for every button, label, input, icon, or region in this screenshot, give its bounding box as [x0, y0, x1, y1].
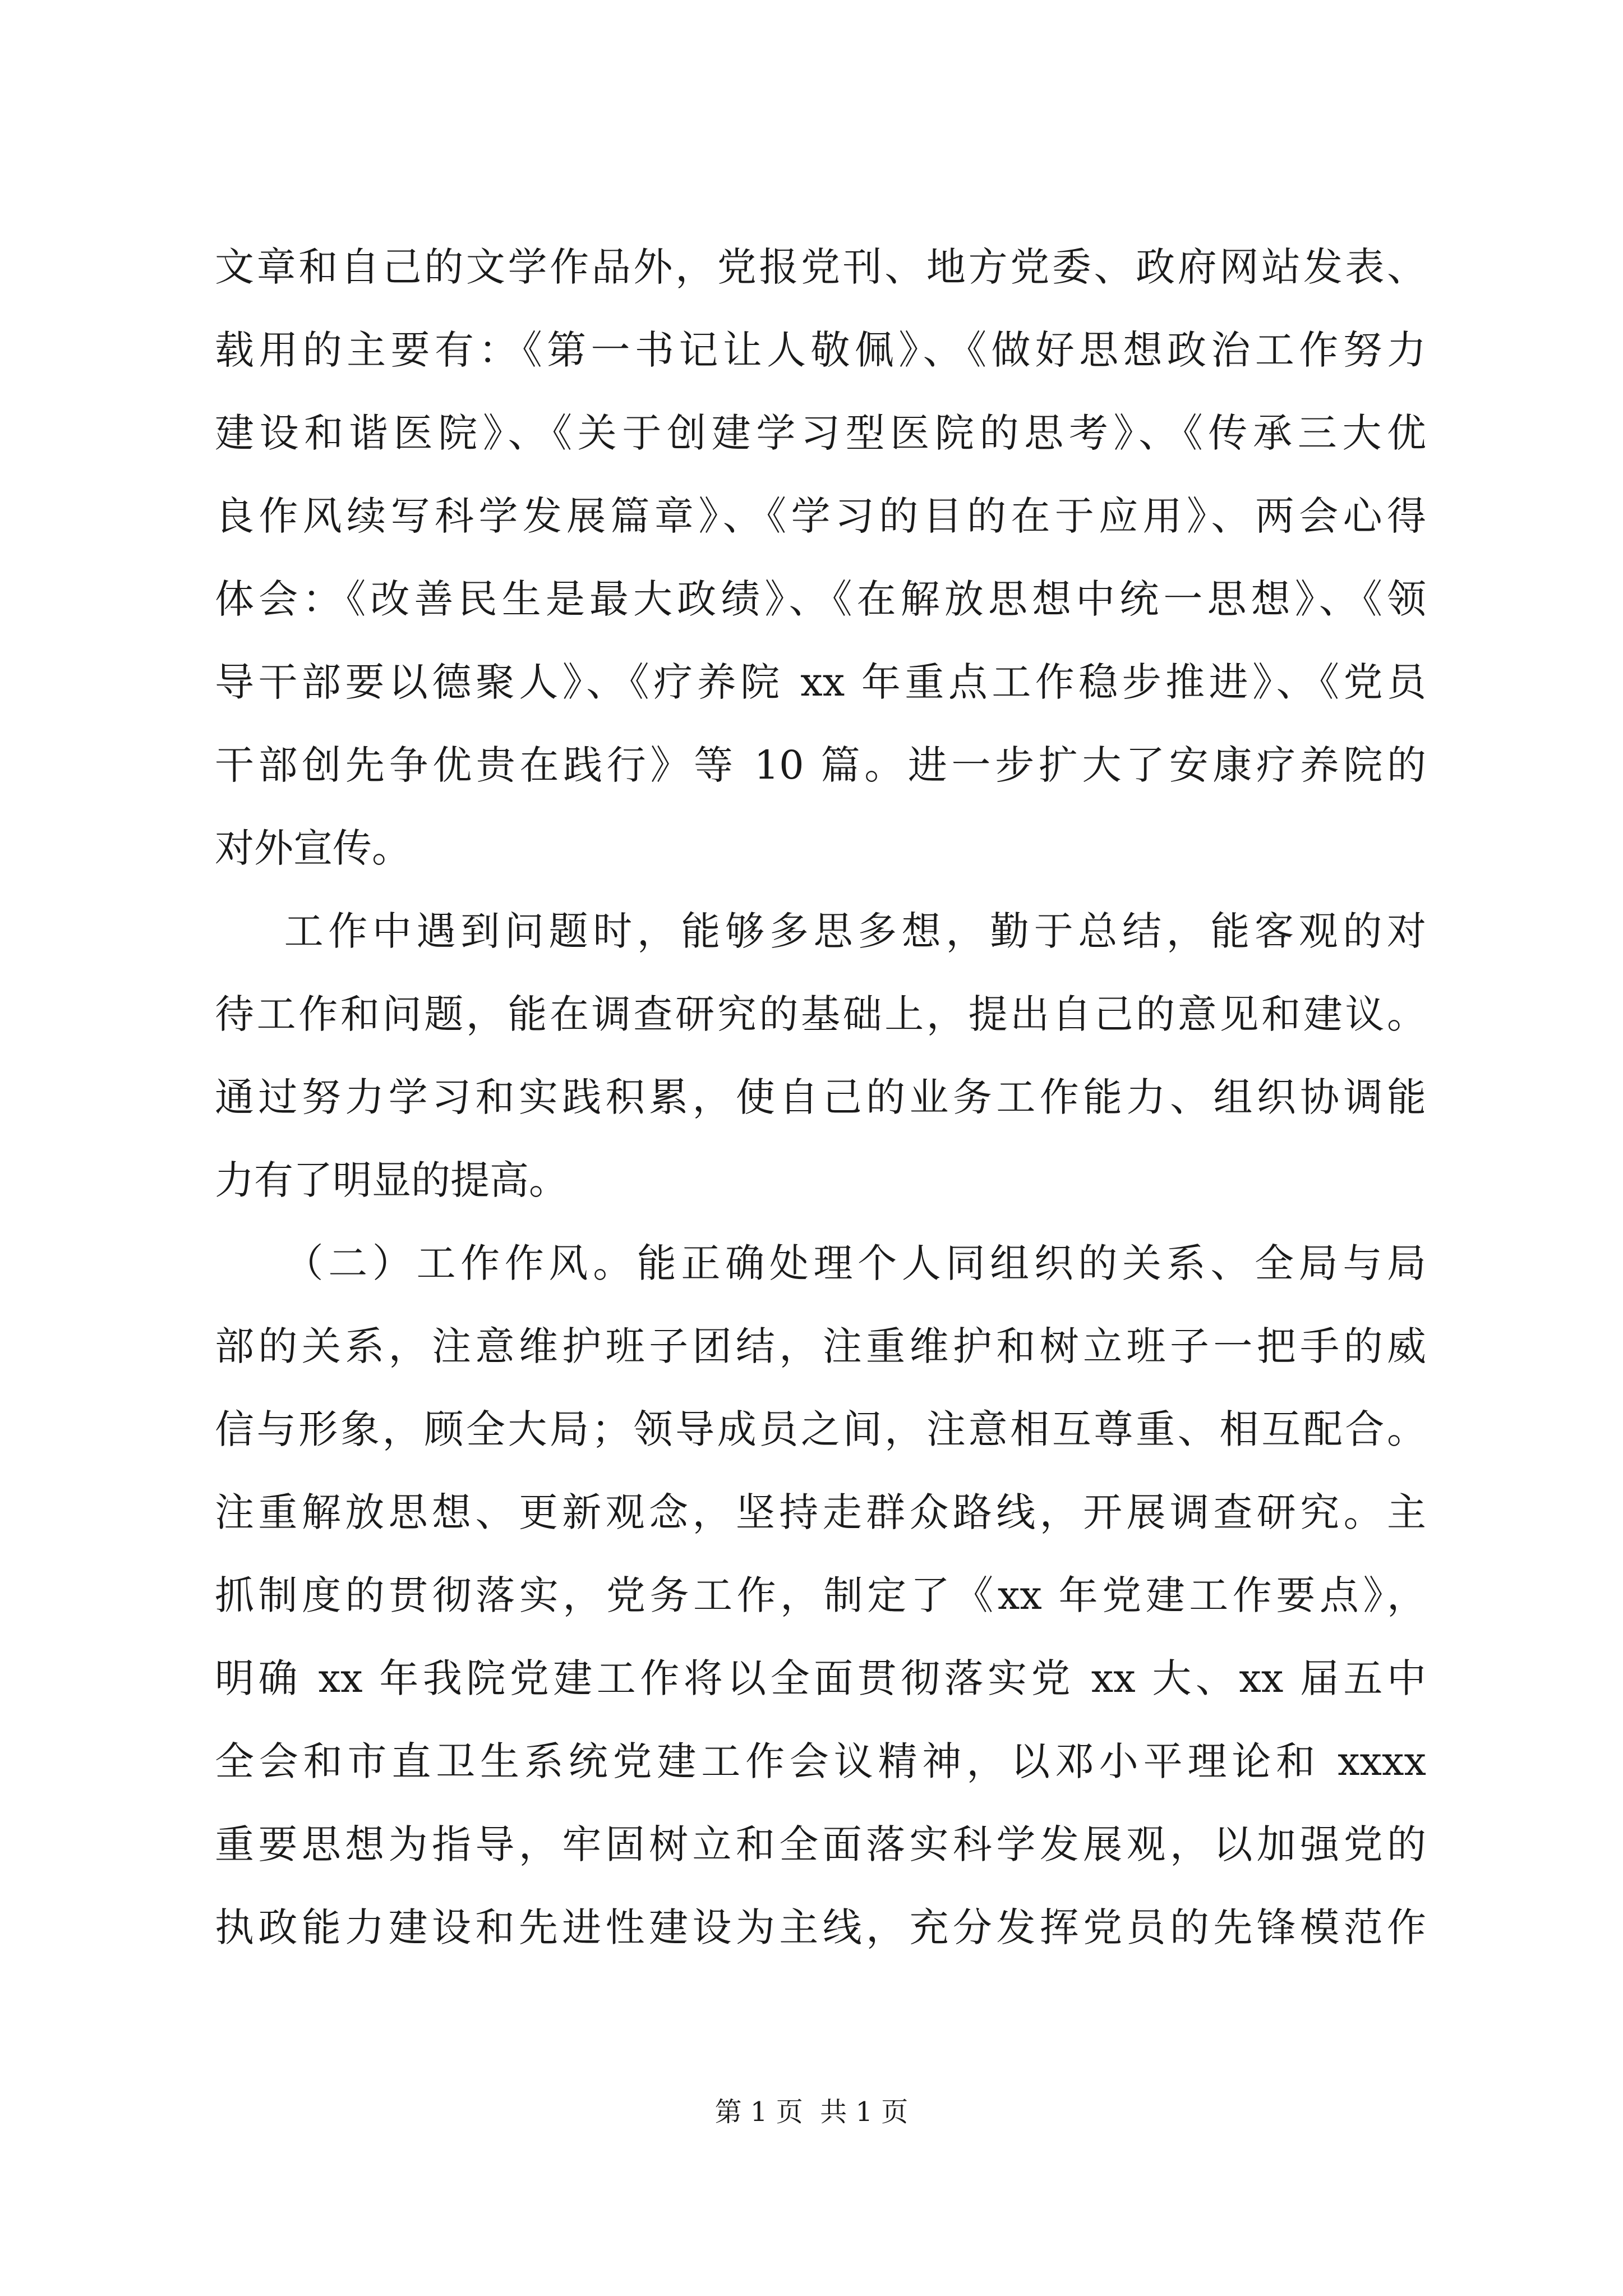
text-line: 工作中遇到问题时，能够多思多想，勤于总结，能客观的对: [215, 908, 1426, 954]
text-line: 部的关系，注意维护班子团结，注重维护和树立班子一把手的威: [215, 1323, 1426, 1369]
text-line: 重要思想为指导，牢固树立和全面落实科学发展观，以加强党的: [215, 1821, 1426, 1867]
text-line: 抓制度的贯彻落实，党务工作，制定了《xx 年党建工作要点》，: [215, 1572, 1426, 1618]
document-body: [215, 226, 1426, 1969]
text-line: 载用的主要有：《第一书记让人敬佩》、《做好思想政治工作努力: [215, 327, 1426, 373]
text-line: 对外宣传。: [215, 825, 411, 871]
paragraph-publications: [215, 226, 1426, 890]
text-line: 信与形象，顾全大局；领导成员之间，注意相互尊重、相互配合。: [215, 1406, 1426, 1452]
text-line: 导干部要以德聚人》、《疗养院 xx 年重点工作稳步推进》、《党员: [215, 659, 1426, 705]
page-footer: [0, 2095, 1623, 2129]
text-line: 待工作和问题，能在调查研究的基础上，提出自己的意见和建议。: [215, 991, 1426, 1037]
text-line: （二）工作作风。能正确处理个人同组织的关系、全局与局: [215, 1240, 1426, 1286]
text-line: 良作风续写科学发展篇章》、《学习的目的在于应用》、两会心得: [215, 493, 1426, 539]
text-line: 力有了明显的提高。: [215, 1157, 568, 1203]
text-line: 明确 xx 年我院党建工作将以全面贯彻落实党 xx 大、xx 届五中: [215, 1655, 1426, 1701]
page-number: 第 1 页 共 1 页: [714, 2096, 909, 2128]
text-line: 体会：《改善民生是最大政绩》、《在解放思想中统一思想》、《领: [215, 576, 1426, 622]
text-line: 注重解放思想、更新观念，坚持走群众路线，开展调查研究。主: [215, 1489, 1426, 1535]
paragraph-work-style: [215, 1222, 1426, 1969]
text-line: 建设和谐医院》、《关于创建学习型医院的思考》、《传承三大优: [215, 410, 1426, 456]
text-line: 文章和自己的文学作品外，党报党刊、地方党委、政府网站发表、: [215, 244, 1426, 290]
text-line: 全会和市直卫生系统党建工作会议精神，以邓小平理论和 xxxx: [215, 1738, 1426, 1784]
text-line: 干部创先争优贵在践行》等 10 篇。进一步扩大了安康疗养院的: [215, 742, 1426, 788]
paragraph-problem-solving: [215, 890, 1426, 1222]
text-line: 执政能力建设和先进性建设为主线，充分发挥党员的先锋模范作: [215, 1904, 1426, 1950]
text-line: 通过努力学习和实践积累，使自己的业务工作能力、组织协调能: [215, 1074, 1426, 1120]
